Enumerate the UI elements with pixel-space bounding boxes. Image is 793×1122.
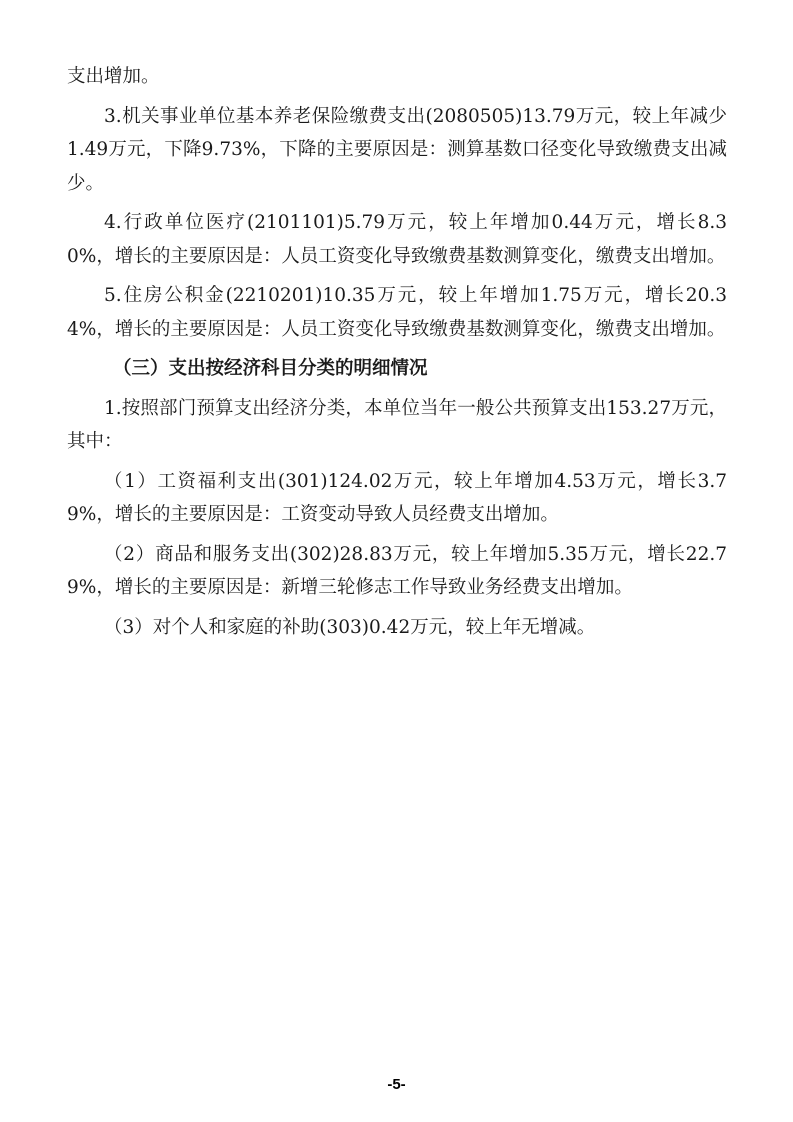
paragraph-individual-household-subsidy: （3）对个人和家庭的补助(303)0.42万元，较上年无增减。 [104, 616, 596, 638]
paragraph-economic-classification: 1.按照部门预算支出经济分类，本单位当年一般公共预算支出153.27万元，其中： [67, 397, 727, 452]
paragraph-goods-services: （2）商品和服务支出(302)28.83万元，较上年增加5.35万元，增长22.79%，增长的主要原因是：新增三轮修志工作导致业务经费支出增加。 [67, 543, 727, 598]
paragraph-continuation: 支出增加。 [67, 66, 160, 87]
section-heading: （三）支出按经济科目分类的明细情况 [113, 358, 428, 379]
paragraph-pension-insurance: 3.机关事业单位基本养老保险缴费支出(2080505)13.79万元，较上年减少1.49万元，下降9.73%，下降的主要原因是：测算基数口径变化导致缴费支出减少。 [67, 105, 727, 194]
paragraph-wages-welfare: （1）工资福利支出(301)124.02万元，较上年增加4.53万元，增长3.79%，增长的主要原因是：工资变动导致人员经费支出增加。 [67, 470, 727, 525]
paragraph-medical: 4.行政单位医疗(2101101)5.79万元，较上年增加0.44万元，增长8.30%，增长的主要原因是：人员工资变化导致缴费基数测算变化，缴费支出增加。 [67, 212, 727, 267]
paragraph-housing-fund: 5.住房公积金(2210201)10.35万元，较上年增加1.75万元，增长20.34%，增长的主要原因是：人员工资变化导致缴费基数测算变化，缴费支出增加。 [67, 285, 727, 340]
page-number: -5- [387, 1076, 406, 1093]
page-content [67, 60, 727, 650]
